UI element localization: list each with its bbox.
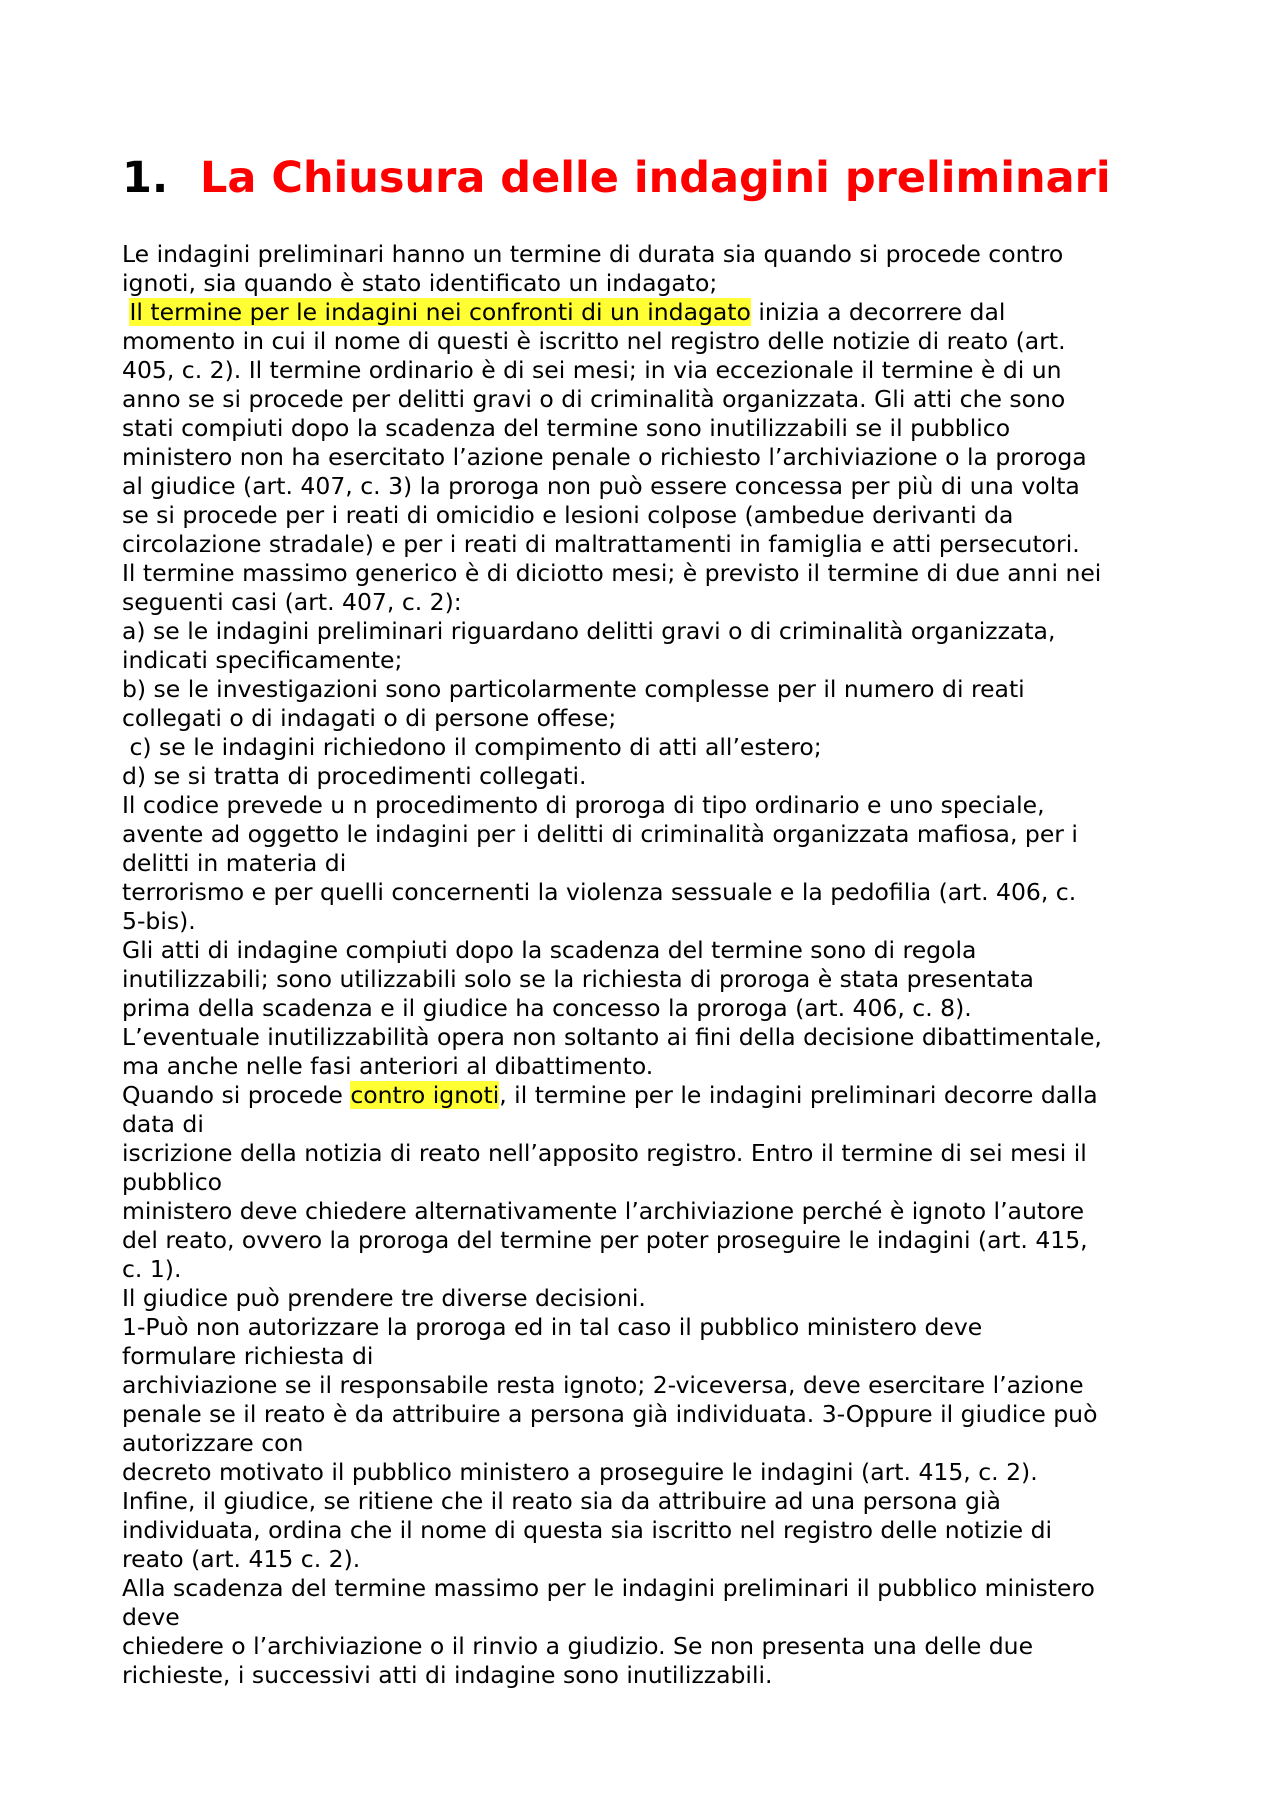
text-line: a) se le indagini preliminari riguardano delitti gravi o di criminalità organizzata, [122, 617, 1056, 645]
text-line: ministero non ha esercitato l’azione penale o richiesto l’archiviazione o la proroga [122, 443, 1087, 471]
text-line: delitti in materia di [122, 849, 347, 877]
text-line: data di [122, 1110, 204, 1138]
text-line: momento in cui il nome di questi è iscritto nel registro delle notizie di reato (art. [122, 327, 1066, 355]
section-heading [122, 150, 1172, 206]
text-line: pubblico [122, 1168, 223, 1196]
text-line [122, 298, 1172, 327]
text-line: Il giudice può prendere tre diverse decisioni. [122, 1284, 646, 1312]
text-line: L’eventuale inutilizzabilità opera non soltanto ai fini della decisione dibattimentale, [122, 1023, 1102, 1051]
text-line: se si procede per i reati di omicidio e lesioni colpose (ambedue derivanti da [122, 501, 1014, 529]
text-line: Alla scadenza del termine massimo per le indagini preliminari il pubblico ministero [122, 1574, 1095, 1602]
text-segment: Quando si procede [122, 1081, 351, 1109]
text-line [122, 1081, 1172, 1110]
text-line: d) se si tratta di procedimenti collegati. [122, 762, 587, 790]
text-line: Il termine massimo generico è di diciotto mesi; è previsto il termine di due anni nei [122, 559, 1102, 587]
text-line: inutilizzabili; sono utilizzabili solo se la richiesta di proroga è stata presentata [122, 965, 1034, 993]
text-line: reato (art. 415 c. 2). [122, 1545, 361, 1573]
text-line: ministero deve chiedere alternativamente l’archiviazione perché è ignoto l’autore [122, 1197, 1085, 1225]
text-line: prima della scadenza e il giudice ha concesso la proroga (art. 406, c. 8). [122, 994, 972, 1022]
text-line: Il codice prevede u n procedimento di proroga di tipo ordinario e uno speciale, [122, 791, 1045, 819]
text-line: c. 1). [122, 1255, 182, 1283]
highlighted-text: Il termine per le indagini nei confronti di un indagato [129, 298, 751, 326]
text-line: indicati specificamente; [122, 646, 403, 674]
text-line: stati compiuti dopo la scadenza del termine sono inutilizzabili se il pubblico [122, 414, 1011, 442]
text-line: penale se il reato è da attribuire a persona già individuata. 3-Oppure il giudice può [122, 1400, 1098, 1428]
text-line: b) se le investigazioni sono particolarmente complesse per il numero di reati [122, 675, 1025, 703]
text-line: autorizzare con [122, 1429, 304, 1457]
section-title: La Chiusura delle indagini preliminari [200, 153, 1111, 203]
text-line: richieste, i successivi atti di indagine sono inutilizzabili. [122, 1661, 773, 1689]
text-line: collegati o di indagati o di persone offese; [122, 704, 617, 732]
text-line: c) se le indagini richiedono il compimento di atti all’estero; [122, 733, 822, 761]
text-line: archiviazione se il responsabile resta ignoto; 2-viceversa, deve esercitare l’azione [122, 1371, 1084, 1399]
body-text [122, 240, 1172, 1690]
text-line: al giudice (art. 407, c. 3) la proroga non può essere concessa per più di una volta [122, 472, 1080, 500]
text-line: ignoti, sia quando è stato identificato un indagato; [122, 269, 718, 297]
section-number: 1. [122, 153, 169, 203]
text-line: 1-Può non autorizzare la proroga ed in tal caso il pubblico ministero deve [122, 1313, 983, 1341]
document-page [122, 150, 1172, 1690]
text-line: del reato, ovvero la proroga del termine per poter proseguire le indagini (art. 415, [122, 1226, 1088, 1254]
text-line: chiedere o l’archiviazione o il rinvio a giudizio. Se non presenta una delle due [122, 1632, 1034, 1660]
text-line: deve [122, 1603, 180, 1631]
text-line: Infine, il giudice, se ritiene che il reato sia da attribuire ad una persona già [122, 1487, 1001, 1515]
text-line: 405, c. 2). Il termine ordinario è di sei mesi; in via eccezionale il termine è di un [122, 356, 1062, 384]
text-line: formulare richiesta di [122, 1342, 374, 1370]
text-line: ma anche nelle fasi anteriori al dibattimento. [122, 1052, 654, 1080]
text-line: individuata, ordina che il nome di questa sia iscritto nel registro delle notizie di [122, 1516, 1053, 1544]
text-line: anno se si procede per delitti gravi o di criminalità organizzata. Gli atti che sono [122, 385, 1066, 413]
text-line: avente ad oggetto le indagini per i delitti di criminalità organizzata mafiosa, per i [122, 820, 1078, 848]
text-line: 5-bis). [122, 907, 196, 935]
text-line: seguenti casi (art. 407, c. 2): [122, 588, 462, 616]
text-segment: , il termine per le indagini preliminari decorre dalla [499, 1081, 1098, 1109]
text-line: circolazione stradale) e per i reati di maltrattamenti in famiglia e atti persecutori. [122, 530, 1080, 558]
text-line: terrorismo e per quelli concernenti la violenza sessuale e la pedofilia (art. 406, c. [122, 878, 1077, 906]
text-line: Le indagini preliminari hanno un termine di durata sia quando si procede contro [122, 240, 1064, 268]
highlighted-text: contro ignoti [350, 1081, 500, 1109]
text-line: iscrizione della notizia di reato nell’apposito registro. Entro il termine di sei mesi il [122, 1139, 1087, 1167]
text-line: decreto motivato il pubblico ministero a proseguire le indagini (art. 415, c. 2). [122, 1458, 1038, 1486]
text-segment: inizia a decorrere dal [750, 298, 1006, 326]
text-line: Gli atti di indagine compiuti dopo la scadenza del termine sono di regola [122, 936, 977, 964]
